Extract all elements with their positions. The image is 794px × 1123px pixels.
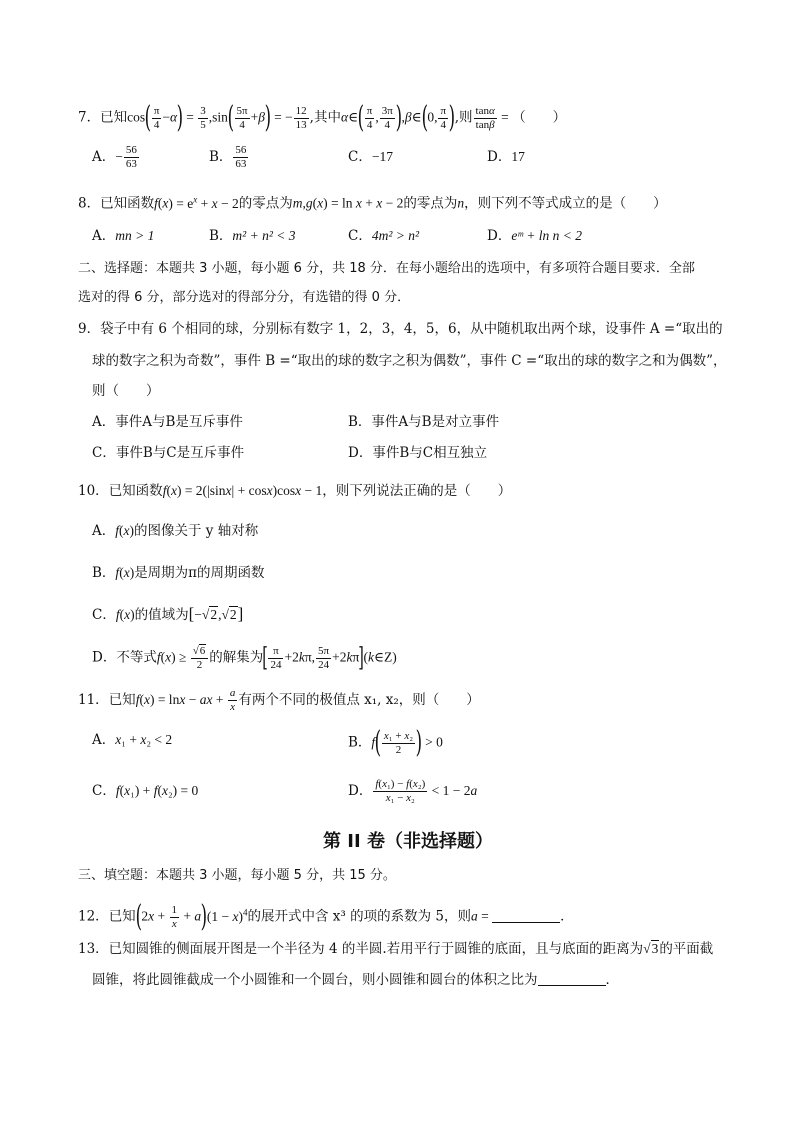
option-value: 事件B与C是互斥事件 — [115, 445, 245, 461]
q9-line-2: 球的数字之积为奇数”，事件 B =“取出的球的数字之积为偶数”，事件 C =“取出的球的数字之和为偶数”， — [92, 353, 727, 369]
q8-text-b: 的零点为 — [238, 195, 293, 212]
option-letter: B． — [209, 149, 233, 165]
section-3-header: 三、填空题：本题共 3 小题，每小题 5 分，共 15 分。 — [78, 868, 396, 883]
option-letter: C． — [92, 445, 116, 461]
q13-line-2 — [92, 970, 619, 990]
q8-option-a — [92, 226, 154, 246]
q11-option-d: D． $\frac{\text{f(x₁) − f(x₂)}}{\text{x₁ − x₂}}$ < 1 − 2a — [348, 778, 478, 804]
q10-option-c: C．f(x)的值域为[−√2,√2] — [92, 604, 244, 623]
q8-text-c: 的零点为 — [403, 195, 458, 212]
q9-option-c — [92, 443, 244, 463]
q7-then: ,则 — [454, 109, 473, 126]
section-2-line-2: 选对的得 6 分，部分选对的得部分分，有选错的得 0 分． — [78, 290, 411, 305]
option-letter: A． — [92, 523, 116, 539]
option-text-a: 不等式 — [116, 649, 157, 666]
q11-tail: 有两个不同的极值点 x₁, x₂，则（ ） — [238, 692, 480, 708]
q10-option-b: B．f(x)是周期为π的周期函数 — [92, 565, 265, 581]
option-letter: C． — [92, 783, 116, 799]
q13-line-1-text: 13．已知圆锥的侧面展开图是一个半径为 4 的半圆.若用平行于圆锥的底面，且与底面的距离为 — [78, 941, 644, 957]
q11-option-a: A．x₁ + x₂ < 2 — [92, 732, 173, 748]
option-text-b: 的解集为 — [209, 649, 264, 666]
q9-option-a — [92, 412, 243, 432]
q9-line-3: 则（ ） — [92, 383, 160, 399]
q9-line-1: 9．袋子中有 6 个相同的球，分别标有数字 1，2，3，4，5，6，从中随机取出两个球，设事件 A =“取出的 — [78, 321, 723, 337]
q10-lead: 已知函数 — [108, 483, 163, 499]
part-2-title: 第 II 卷（非选择题） — [323, 831, 493, 852]
q13-line-1: 13．已知圆锥的侧面展开图是一个半径为 4 的半圆.若用平行于圆锥的底面，且与底面的距离为√3的平面截 — [78, 941, 714, 957]
q10-tail: ，则下列说法正确的是（ ） — [322, 483, 512, 499]
option-value: mn > 1 — [115, 228, 155, 243]
q11-option-c: C．f(x₁) + f(x₂) = 0 — [92, 783, 199, 799]
option-value: −17 — [371, 149, 393, 164]
option-value: m² + n² < 3 — [232, 228, 296, 243]
q8-text-a: 已知函数 — [100, 195, 155, 212]
option-denominator: 63 — [125, 158, 137, 170]
option-value: 事件A与B是对立事件 — [371, 414, 500, 430]
option-denominator: 63 — [235, 158, 247, 170]
section-2-line-1: 二、选择题：本题共 3 小题，每小题 6 分，共 18 分．在每小题给出的选项中，有多项符合题目要求．全部 — [78, 261, 695, 276]
option-letter: B． — [348, 734, 372, 751]
question-8: 8．已知函数$f(x) = e^x + x - 2$的零点为m,g(x) = ln x + x − 2的零点为n，则下列不等式成立的是（ ） — [78, 194, 667, 212]
option-letter: B． — [348, 414, 372, 430]
q7-option-c — [348, 147, 393, 167]
q12-lead: 已知 — [108, 908, 136, 925]
q8-number: 8． — [78, 195, 101, 212]
option-value: 事件B与C相互独立 — [372, 445, 488, 461]
q11-option-b: B．f( $\frac{\text{x₁ + x₂}}{2}$ ) > 0 — [348, 725, 443, 760]
option-sign: − — [115, 149, 123, 164]
option-letter: B． — [92, 565, 116, 581]
option-letter: D． — [92, 649, 117, 666]
q12-mid: 的展开式中含 x³ 的项的系数为 5，则 — [247, 908, 471, 925]
q13-answer-blank[interactable] — [538, 985, 606, 986]
question-12: 12．已知(2x + $\frac{1}{x}$ + $a)(1 - x)^4$的展开式中含 x³ 的项的系数为 5，则a = ． — [78, 899, 574, 934]
q7-option-b — [209, 145, 249, 170]
option-letter: C． — [348, 228, 372, 244]
q8-option-c — [348, 226, 419, 246]
q7-number: 7． — [78, 109, 101, 126]
question-10: 10．已知函数f(x) = 2(|sinx| + cosx)cosx − 1，则下列说法正确的是（ ） — [78, 483, 512, 499]
option-letter: A． — [92, 228, 116, 244]
q10-option-a: A．f(x)的图像关于 y 轴对称 — [92, 523, 259, 539]
question-7: 7．已知cos( $\frac{\pi}{4}$ −α) = $\frac{3}{5}$ ,sin( $\frac{5\pi}{4}$ +β) = − $\frac{12}{13}$ ,其中α∈( $\frac{\pi}{4}$ , $\frac{3\pi}{4}$ ),β∈(0, $\frac{\pi}{4}$ ),则 $\frac{\tan\alpha}{\tan\beta}$ = （ ） — [78, 100, 567, 135]
option-text: 的值域为 — [134, 607, 189, 623]
option-letter: C． — [92, 607, 116, 623]
option-text: 是周期为π的周期函数 — [134, 565, 265, 581]
option-letter: C． — [348, 149, 372, 165]
q13-line-1-tail: 的平面截 — [659, 941, 714, 957]
option-letter: D． — [487, 228, 512, 244]
option-letter: D． — [348, 783, 373, 799]
q12-answer-blank[interactable] — [492, 922, 560, 923]
q7-option-a — [92, 145, 140, 170]
q12-number: 12． — [78, 908, 109, 925]
option-numerator: 56 — [235, 144, 247, 156]
option-value: 17 — [511, 149, 525, 164]
q8-text-d: ，则下列不等式成立的是（ ） — [464, 195, 667, 212]
option-numerator: 56 — [125, 144, 137, 156]
q9-option-d — [348, 443, 487, 463]
q13-end: ． — [605, 972, 619, 988]
option-letter: D． — [487, 149, 512, 165]
q12-end: ． — [560, 908, 574, 925]
q7-lead: 已知 — [100, 109, 128, 126]
question-11: 11．已知f(x) = lnx − ax + $\frac{a}{x}$ 有两个不同的极值点 x₁, x₂，则（ ） — [78, 687, 480, 713]
option-text: 的图像关于 y 轴对称 — [134, 523, 259, 539]
q11-lead: 已知 — [108, 692, 136, 708]
q13-line-2-text: 圆锥，将此圆锥截成一个小圆锥和一个圆台，则小圆锥和圆台的体积之比为 — [92, 972, 538, 988]
option-value: eᵐ + ln n < 2 — [511, 228, 583, 243]
q7-option-d — [487, 147, 525, 167]
option-letter: A． — [92, 149, 116, 165]
q10-number: 10． — [78, 483, 109, 499]
option-value: 事件A与B是互斥事件 — [115, 414, 243, 430]
option-letter: B． — [209, 228, 233, 244]
q8-option-b — [209, 226, 296, 246]
option-value: 4m² > n² — [371, 228, 420, 243]
q7-paren: （ ） — [512, 109, 567, 126]
q9-option-b — [348, 412, 499, 432]
q11-number: 11． — [78, 692, 109, 708]
q8-option-d — [487, 226, 582, 246]
q7-where: ,其中 — [309, 109, 341, 126]
option-letter: A． — [92, 414, 116, 430]
option-letter: A． — [92, 732, 116, 748]
q10-option-d: D．不等式f(x) ≥ $\frac{√6}{2}$ 的解集为[ $\frac{\pi}{24}$ +2kπ, $\frac{5\pi}{24}$ +2kπ](k∈Z) — [92, 643, 397, 673]
option-letter: D． — [348, 445, 373, 461]
